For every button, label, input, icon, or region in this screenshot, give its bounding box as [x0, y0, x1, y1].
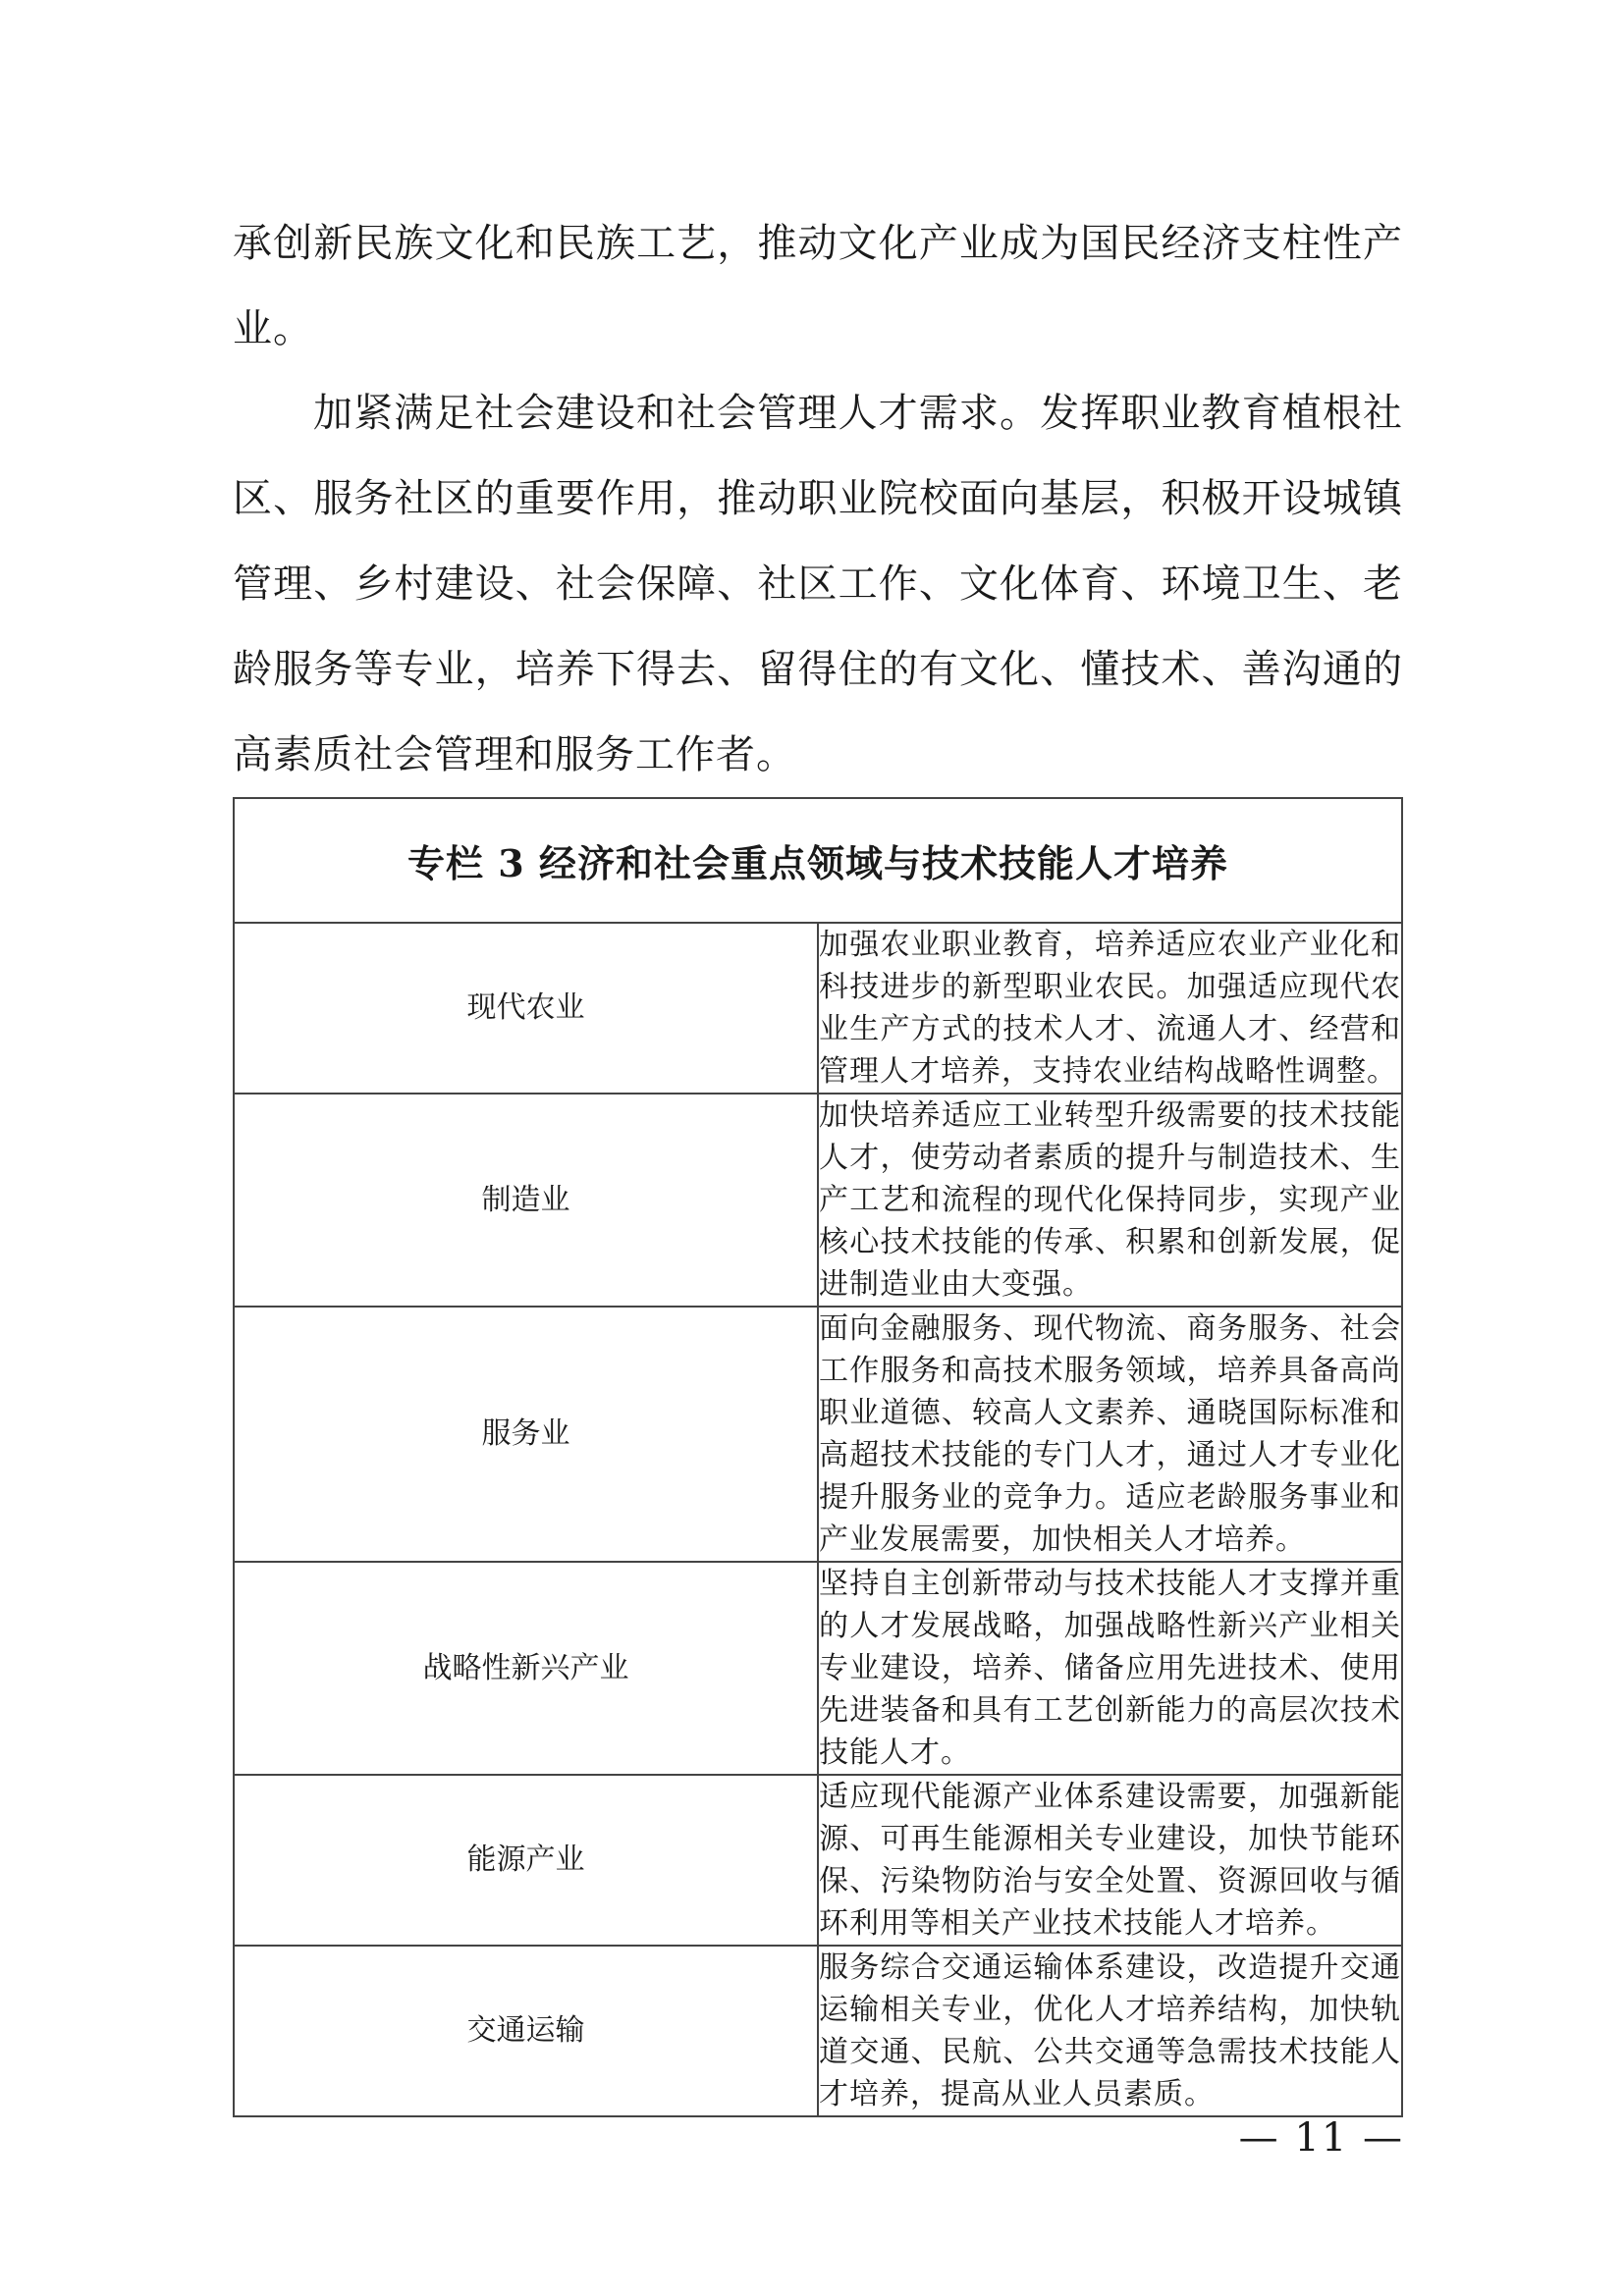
- table-row: [234, 923, 1402, 1094]
- page-number: — 11 —: [1238, 2115, 1404, 2161]
- table-row: [234, 1307, 1402, 1562]
- row-category: 制造业: [234, 1094, 818, 1307]
- table-row: [234, 1775, 1402, 1946]
- row-description: 面向金融服务、现代物流、商务服务、社会工作服务和高技术服务领域，培养具备高尚职业道德、较高人文素养、通晓国际标准和高超技术技能的专门人才，通过人才专业化提升服务业的竞争力。适应老龄服务事业和产业发展需要，加快相关人才培养。: [818, 1307, 1402, 1562]
- table-row: [234, 1946, 1402, 2116]
- table-title-row: [234, 798, 1402, 923]
- row-category: 交通运输: [234, 1946, 818, 2116]
- paragraph-continuation: 承创新民族文化和民族工艺，推动文化产业成为国民经济支柱性产业。: [233, 221, 1403, 351]
- row-description: 坚持自主创新带动与技术技能人才支撑并重的人才发展战略，加强战略性新兴产业相关专业建设，培养、储备应用先进技术、使用先进装备和具有工艺创新能力的高层次技术技能人才。: [818, 1562, 1402, 1775]
- row-category: 能源产业: [234, 1775, 818, 1946]
- row-category: 战略性新兴产业: [234, 1562, 818, 1775]
- row-description: 加快培养适应工业转型升级需要的技术技能人才，使劳动者素质的提升与制造技术、生产工艺和流程的现代化保持同步，实现产业核心技术技能的传承、积累和创新发展，促进制造业由大变强。: [818, 1094, 1402, 1307]
- paragraph-social-talent: 加紧满足社会建设和社会管理人才需求。发挥职业教育植根社区、服务社区的重要作用，推动职业院校面向基层，积极开设城镇管理、乡村建设、社会保障、社区工作、文化体育、环境卫生、老龄服务等专业，培养下得去、留得住的有文化、懂技术、善沟通的高素质社会管理和服务工作者。: [233, 391, 1403, 777]
- special-column-table: [233, 797, 1403, 2117]
- table-row: [234, 1562, 1402, 1775]
- table-row: [234, 1094, 1402, 1307]
- row-category: 现代农业: [234, 923, 818, 1094]
- row-description: 加强农业职业教育，培养适应农业产业化和科技进步的新型职业农民。加强适应现代农业生产方式的技术人才、流通人才、经营和管理人才培养，支持农业结构战略性调整。: [818, 923, 1402, 1094]
- table-title: 专栏 3 经济和社会重点领域与技术技能人才培养: [234, 798, 1402, 923]
- row-category: 服务业: [234, 1307, 818, 1562]
- row-description: 服务综合交通运输体系建设，改造提升交通运输相关专业，优化人才培养结构，加快轨道交通、民航、公共交通等急需技术技能人才培养，提高从业人员素质。: [818, 1946, 1402, 2116]
- row-description: 适应现代能源产业体系建设需要，加强新能源、可再生能源相关专业建设，加快节能环保、污染物防治与安全处置、资源回收与循环利用等相关产业技术技能人才培养。: [818, 1775, 1402, 1946]
